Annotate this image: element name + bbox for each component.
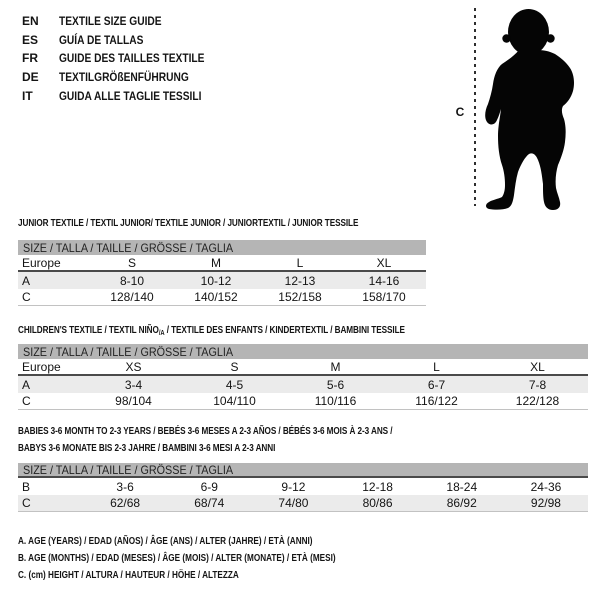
table-row bbox=[18, 359, 588, 376]
size-header-text: SIZE / TALLA / TAILLE / GRÖSSE / TAGLIA bbox=[23, 462, 234, 477]
children-section-title bbox=[18, 324, 514, 337]
table-cell: 152/158 bbox=[278, 290, 322, 304]
silhouette-ear-right bbox=[546, 34, 554, 42]
table-cell: XL bbox=[530, 359, 545, 374]
height-measure-dotted-line bbox=[474, 8, 476, 206]
table-cell: 116/122 bbox=[415, 394, 458, 408]
language-row-en bbox=[22, 12, 230, 31]
table-cell: 110/116 bbox=[314, 394, 357, 408]
table-cell: 158/170 bbox=[362, 290, 406, 304]
table-cell: 7-8 bbox=[528, 377, 547, 392]
children-title-subscript: /A bbox=[158, 328, 165, 337]
language-row-fr bbox=[22, 49, 230, 68]
silhouette-head bbox=[508, 9, 549, 55]
row-label: C bbox=[22, 496, 31, 510]
junior-title-text: JUNIOR TEXTILE / TEXTIL JUNIOR/ TEXTILE JUNIOR / JUNIORTEXTIL / JUNIOR TESSILE bbox=[18, 217, 359, 229]
babies-title-line2: BABYS 3-6 MONATE BIS 2-3 JAHRE / BAMBINI 3-6 MESI A 2-3 ANNI bbox=[18, 441, 276, 454]
table-cell: 86/92 bbox=[446, 496, 477, 510]
table-cell: L bbox=[296, 255, 304, 270]
toddler-silhouette-icon bbox=[481, 6, 581, 211]
language-code: IT bbox=[22, 88, 33, 103]
table-cell: 4-5 bbox=[225, 377, 244, 392]
table-cell: 104/110 bbox=[213, 394, 256, 408]
table-row bbox=[18, 393, 588, 410]
legend-notes bbox=[18, 533, 425, 585]
table-row bbox=[18, 478, 588, 495]
height-measure-label: C bbox=[455, 105, 465, 119]
language-title: TEXTILE SIZE GUIDE bbox=[59, 14, 162, 29]
table-cell: 12-13 bbox=[284, 273, 316, 288]
table-cell: XS bbox=[125, 359, 142, 374]
children-title-pre: CHILDREN'S TEXTILE / TEXTIL NIÑO bbox=[18, 324, 159, 336]
table-cell: 8-10 bbox=[119, 273, 145, 288]
language-code: ES bbox=[22, 32, 39, 47]
table-cell: 6-7 bbox=[427, 377, 446, 392]
babies-section-title bbox=[18, 423, 498, 456]
table-cell: 128/140 bbox=[110, 290, 154, 304]
table-cell: L bbox=[433, 359, 440, 374]
row-label: C bbox=[22, 394, 31, 408]
row-label: Europe bbox=[22, 359, 61, 374]
table-cell: 10-12 bbox=[200, 273, 232, 288]
language-row-de bbox=[22, 68, 230, 87]
language-title: GUIDE DES TAILLES TEXTILE bbox=[59, 51, 205, 66]
language-title: GUÍA DE TALLAS bbox=[59, 32, 144, 47]
babies-title-line1: BABIES 3-6 MONTH TO 2-3 YEARS / BEBÉS 3-6 MESES A 2-3 AÑOS / BÉBÉS 3-6 MOIS À 2-3 ANS / bbox=[18, 425, 393, 437]
table-cell: 5-6 bbox=[326, 377, 345, 392]
language-row-it bbox=[22, 86, 230, 105]
table-row bbox=[18, 495, 588, 512]
table-cell: M bbox=[330, 359, 341, 374]
table-row bbox=[18, 376, 588, 393]
children-table-size-header bbox=[18, 344, 588, 359]
table-cell: 140/152 bbox=[194, 290, 238, 304]
table-cell: 24-36 bbox=[530, 479, 562, 494]
table-cell: 122/128 bbox=[515, 394, 560, 408]
babies-table-size-header bbox=[18, 463, 588, 478]
language-list bbox=[22, 12, 230, 105]
row-label: A bbox=[22, 273, 31, 288]
row-label: B bbox=[22, 479, 31, 494]
children-size-table bbox=[18, 344, 588, 410]
table-cell: 92/98 bbox=[530, 496, 561, 510]
table-row bbox=[18, 272, 426, 289]
row-label: A bbox=[22, 377, 31, 392]
junior-size-table bbox=[18, 240, 426, 306]
table-row bbox=[18, 255, 426, 272]
table-cell: 14-16 bbox=[368, 273, 400, 288]
silhouette-ear-left bbox=[502, 34, 510, 42]
babies-size-table bbox=[18, 463, 588, 512]
junior-table-size-header bbox=[18, 240, 426, 255]
table-cell: 9-12 bbox=[281, 479, 306, 494]
silhouette-body bbox=[485, 50, 574, 210]
legend-note-b: B. AGE (MONTHS) / EDAD (MESES) / ÂGE (MOIS) / ALTER (MONATE) / ETÀ (MESI) bbox=[18, 552, 336, 565]
table-cell: 6-9 bbox=[200, 479, 218, 494]
row-label: C bbox=[22, 290, 31, 304]
table-cell: 62/68 bbox=[110, 496, 141, 510]
language-title: TEXTILGRÖßENFÜHRUNG bbox=[59, 70, 189, 85]
table-cell: S bbox=[127, 255, 136, 270]
table-cell: 12-18 bbox=[362, 479, 393, 494]
table-cell: 18-24 bbox=[446, 479, 478, 494]
size-header-text: SIZE / TALLA / TAILLE / GRÖSSE / TAGLIA bbox=[23, 344, 234, 359]
table-cell: 3-6 bbox=[116, 479, 134, 494]
table-cell: 68/74 bbox=[194, 496, 225, 510]
language-code: FR bbox=[22, 51, 38, 66]
table-cell: 3-4 bbox=[124, 377, 143, 392]
table-cell: 98/104 bbox=[115, 394, 152, 408]
legend-note-a: A. AGE (YEARS) / EDAD (AÑOS) / ÂGE (ANS) / ALTER (JAHRE) / ETÀ (ANNI) bbox=[18, 535, 313, 547]
table-cell: 74/80 bbox=[278, 496, 309, 510]
table-row bbox=[18, 289, 426, 306]
language-row-es bbox=[22, 31, 230, 50]
table-cell: M bbox=[211, 255, 221, 270]
size-header-text: SIZE / TALLA / TAILLE / GRÖSSE / TAGLIA bbox=[23, 240, 234, 255]
table-cell: 80/86 bbox=[362, 496, 393, 510]
legend-note-c: C. (cm) HEIGHT / ALTURA / HAUTEUR / HÖHE / ALTEZZA bbox=[18, 569, 239, 582]
children-title-post: / TEXTILE DES ENFANTS / KINDERTEXTIL / BAMBINI TESSILE bbox=[164, 324, 405, 336]
children-title-text bbox=[18, 324, 405, 337]
row-label: Europe bbox=[22, 255, 61, 270]
junior-section-title bbox=[18, 217, 454, 229]
language-title: GUIDA ALLE TAGLIE TESSILI bbox=[59, 88, 202, 103]
table-cell: XL bbox=[376, 255, 392, 270]
table-cell: S bbox=[230, 359, 239, 374]
language-code: DE bbox=[22, 70, 39, 85]
language-code: EN bbox=[22, 14, 39, 29]
